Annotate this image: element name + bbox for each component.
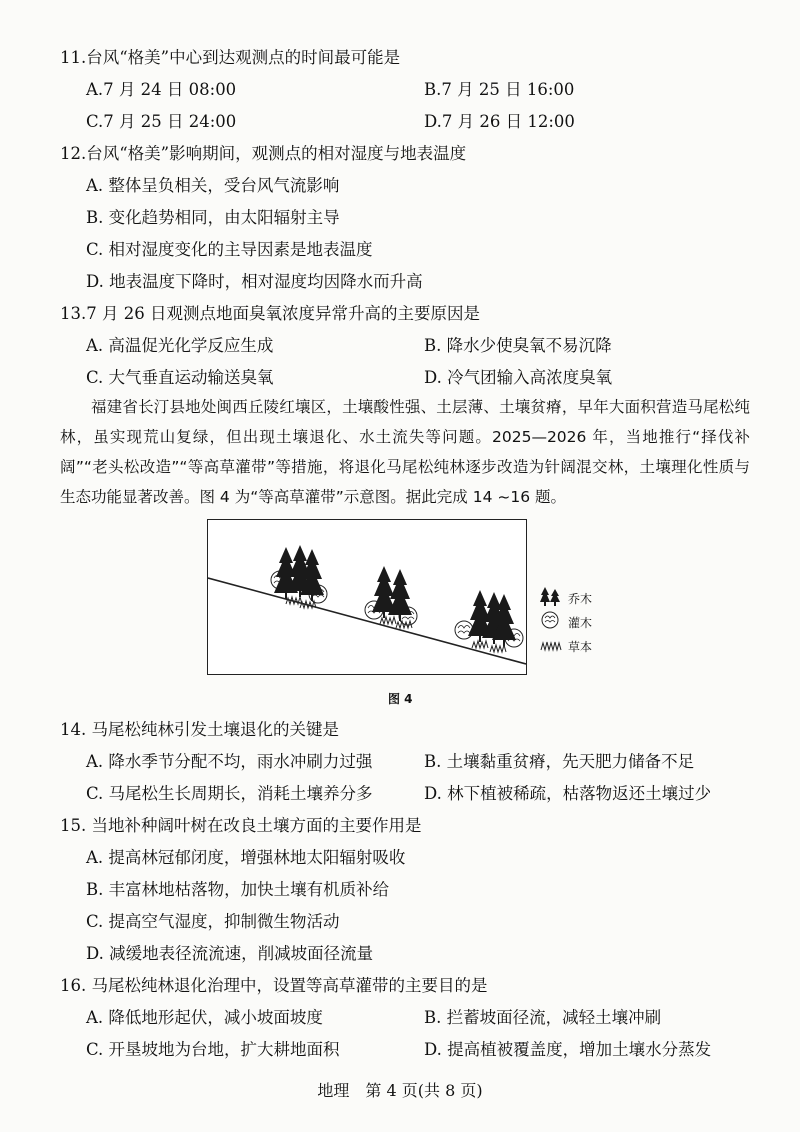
q14-option-b: B. 土壤黏重贫瘠，先天肥力储备不足: [424, 752, 695, 771]
reading-passage: 福建省长汀县地处闽西丘陵红壤区，土壤酸性强、土层薄、土壤贫瘠，早年大面积营造马尾松纯林，虽实现荒山复绿，但出现土壤退化、水土流失等问题。2025—2026 年，当地推行“择伐补阔”“老头松改造”“等高草灌带”等措施，将退化马尾松纯林逐步改造为针阔混交林，土壤理化性质与生态功能显著改善。图 4 为“等高草灌带”示意图。据此完成 14 ~16 题。: [60, 398, 750, 506]
vegetation-band-1: [271, 545, 327, 608]
question-12-stem: 12.台风“格美”影响期间，观测点的相对湿度与地表温度: [60, 144, 467, 163]
q13-option-a: A. 高温促光化学反应生成: [86, 336, 274, 355]
legend-label-grass: 草本: [568, 640, 593, 654]
q14-option-c: C. 马尾松生长周期长，消耗土壤养分多: [86, 784, 373, 803]
q16-option-c: C. 开垦坡地为台地，扩大耕地面积: [86, 1040, 340, 1059]
question-13-stem: 13.7 月 26 日观测点地面臭氧浓度异常升高的主要原因是: [60, 304, 480, 323]
vegetation-band-2: [365, 566, 417, 628]
q12-option-d: D. 地表温度下降时，相对湿度均因降水而升高: [86, 272, 423, 291]
q15-option-a: A. 提高林冠郁闭度，增强林地太阳辐射吸收: [86, 848, 406, 867]
q16-option-d: D. 提高植被覆盖度，增加土壤水分蒸发: [424, 1040, 712, 1059]
legend-label-tree: 乔木: [568, 592, 593, 606]
tree-icon: [538, 586, 564, 608]
page-footer: 地理 第 4 页(共 8 页): [317, 1081, 483, 1100]
q11-option-c: C.7 月 25 日 24:00: [86, 112, 237, 131]
legend-label-shrub: 灌木: [568, 616, 593, 630]
q11-option-a: A.7 月 24 日 08:00: [86, 80, 237, 99]
shrub-icon: [538, 610, 564, 632]
vegetation-band-3: [455, 590, 523, 652]
question-11-stem: 11.台风“格美”中心到达观测点的时间最可能是: [60, 48, 401, 67]
q11-option-b: B.7 月 25 日 16:00: [424, 80, 575, 99]
slope-diagram: [208, 520, 526, 674]
q16-option-a: A. 降低地形起伏，减小坡面坡度: [86, 1008, 323, 1027]
grass-icon: [538, 634, 564, 656]
q11-option-d: D.7 月 26 日 12:00: [424, 112, 575, 131]
q15-option-c: C. 提高空气湿度，抑制微生物活动: [86, 912, 340, 931]
figure-legend: [538, 586, 628, 658]
question-15-stem: 15. 当地补种阔叶树在改良土壤方面的主要作用是: [60, 816, 422, 835]
question-16-stem: 16. 马尾松纯林退化治理中，设置等高草灌带的主要目的是: [60, 976, 488, 995]
q13-option-b: B. 降水少使臭氧不易沉降: [424, 336, 612, 355]
legend-item-tree: [538, 586, 628, 610]
q12-option-a: A. 整体呈负相关，受台风气流影响: [86, 176, 340, 195]
q14-option-a: A. 降水季节分配不均，雨水冲刷力过强: [86, 752, 373, 771]
legend-item-shrub: [538, 610, 628, 634]
q14-option-d: D. 林下植被稀疏，枯落物返还土壤过少: [424, 784, 712, 803]
figure-caption: 图 4: [388, 692, 413, 706]
figure-4-diagram: [207, 519, 527, 675]
question-14-stem: 14. 马尾松纯林引发土壤退化的关键是: [60, 720, 339, 739]
q15-option-d: D. 减缓地表径流流速，削减坡面径流量: [86, 944, 374, 963]
q13-option-d: D. 冷气团输入高浓度臭氧: [424, 368, 613, 387]
q16-option-b: B. 拦蓄坡面径流，减轻土壤冲刷: [424, 1008, 662, 1027]
q13-option-c: C. 大气垂直运动输送臭氧: [86, 368, 274, 387]
legend-item-grass: [538, 634, 628, 658]
q12-option-b: B. 变化趋势相同，由太阳辐射主导: [86, 208, 340, 227]
q15-option-b: B. 丰富林地枯落物，加快土壤有机质补给: [86, 880, 390, 899]
q12-option-c: C. 相对湿度变化的主导因素是地表温度: [86, 240, 373, 259]
